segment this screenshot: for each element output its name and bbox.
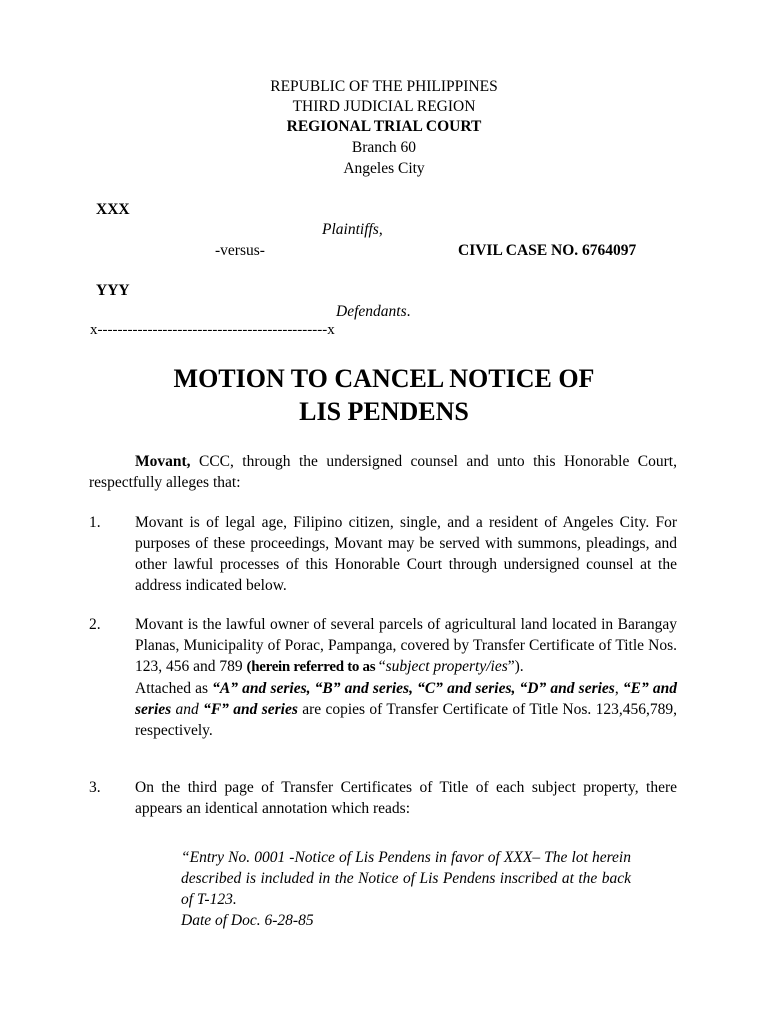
- quote-date: Date of Doc. 6-28-85: [181, 912, 314, 929]
- quoted-annotation: “Entry No. 0001 -Notice of Lis Pendens in favor of XXX– The lot herein described is included in the Notice of Lis Pendens inscribed at the back of T-123. Date of Doc. 6-28-85: [181, 849, 631, 929]
- document-title-line1: MOTION TO CANCEL NOTICE OF: [173, 364, 595, 393]
- item-text: Movant is the lawful owner of several parcels of agricultural land located in Barangay Planas, Municipality of Porac, Pampanga, covered by Transfer Certificate of Title Nos. 123, 456 and 789 (herein referred to as “subject property/ies”). Attached as “A” and series, “B” and series, “C” and series, “D” and series, “E” and series and “F” and series are copies of Transfer Certificate of Title Nos. 123,456,789, respectively.: [135, 616, 677, 739]
- document-title-line2: LIS PENDENS: [299, 397, 469, 426]
- item-number: 3.: [89, 779, 101, 796]
- defendant-label: Defendants.: [336, 303, 411, 320]
- item-number: 1.: [89, 514, 101, 531]
- defendant-name: YYY: [96, 282, 130, 299]
- movant-label: Movant,: [135, 453, 191, 470]
- plaintiff-name: XXX: [96, 201, 130, 218]
- header-court: REGIONAL TRIAL COURT: [286, 118, 482, 135]
- intro-paragraph: Movant, CCC, through the undersigned counsel and unto this Honorable Court, respectfully alleges that:: [89, 453, 677, 491]
- item-text: Movant is of legal age, Filipino citizen, single, and a resident of Angeles City. For purposes of these proceedings, Movant may be served with summons, pleadings, and other lawful processes of this Honorable Court through undersigned counsel at the address indicated below.: [135, 514, 677, 594]
- item-number: 2.: [89, 616, 101, 633]
- plaintiff-label: Plaintiffs,: [322, 221, 383, 238]
- versus-label: -versus-: [215, 242, 265, 259]
- header-region: THIRD JUDICIAL REGION: [292, 98, 476, 115]
- header-republic: REPUBLIC OF THE PHILIPPINES: [270, 78, 498, 95]
- case-number: CIVIL CASE NO. 6764097: [458, 242, 637, 259]
- item-text: On the third page of Transfer Certificates of Title of each subject property, there appears an identical annotation which reads:: [135, 779, 677, 817]
- header-branch: Branch 60: [351, 139, 417, 156]
- caption-separator: x----------------------------------------------x: [90, 322, 335, 338]
- header-city: Angeles City: [343, 160, 425, 177]
